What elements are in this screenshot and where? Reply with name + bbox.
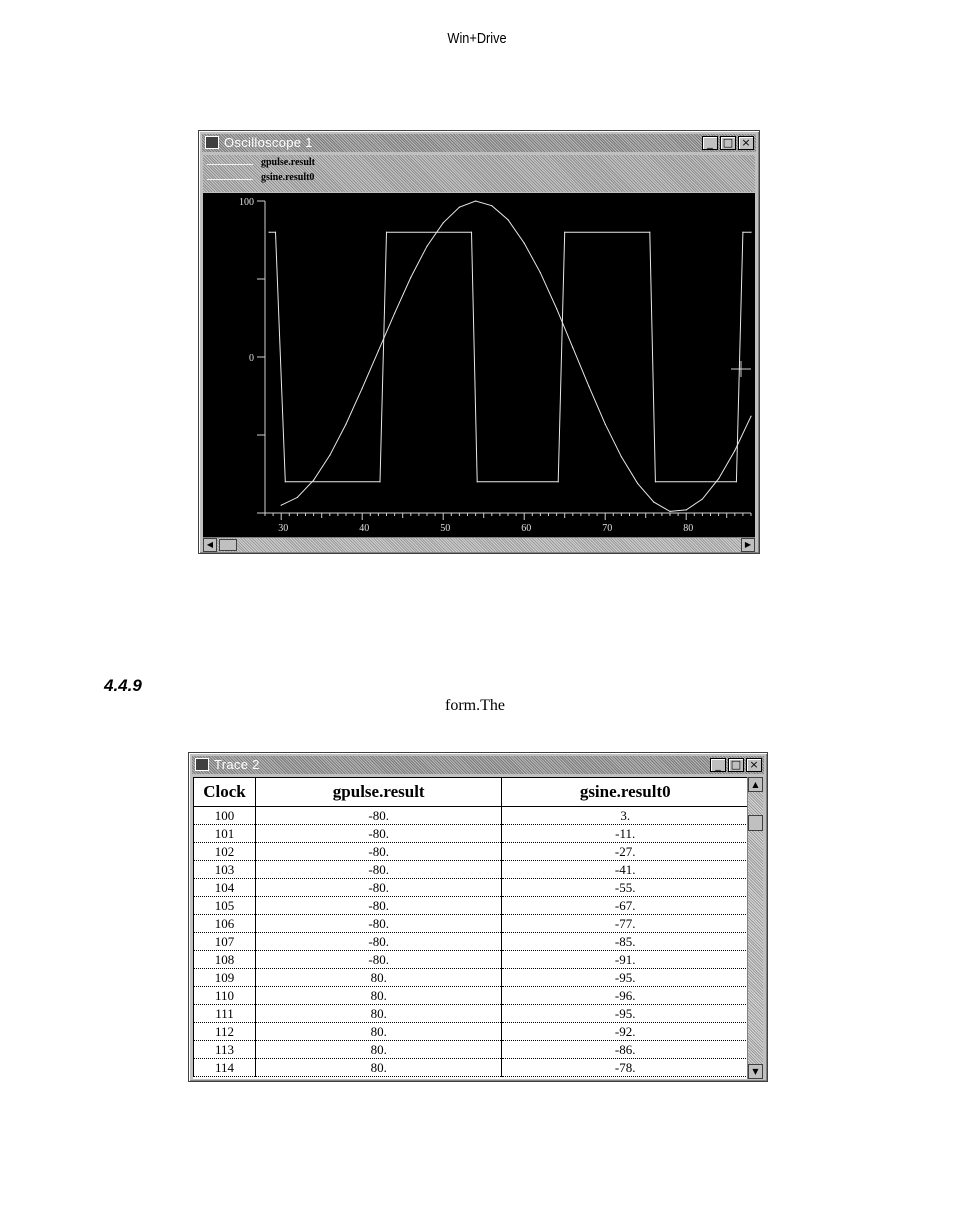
table-cell: -78. xyxy=(502,1059,749,1077)
data-point xyxy=(750,232,751,233)
data-point xyxy=(637,483,638,484)
data-point xyxy=(459,207,460,208)
legend-entry-gsine xyxy=(203,172,503,186)
oscilloscope-legend xyxy=(203,155,755,192)
table-cell: 103 xyxy=(194,861,256,879)
oscilloscope-horizontal-scrollbar[interactable] xyxy=(203,537,755,552)
table-cell: -11. xyxy=(502,825,749,843)
data-point xyxy=(491,205,492,206)
body-text: form.The xyxy=(445,697,505,714)
scrollbar-thumb[interactable] xyxy=(219,539,237,551)
data-point xyxy=(736,481,737,482)
data-point xyxy=(471,232,472,233)
y-tick-label: 100 xyxy=(239,197,254,208)
table-cell: -80. xyxy=(255,879,502,897)
close-button[interactable]: × xyxy=(746,758,762,772)
table-cell: 80. xyxy=(255,969,502,987)
table-cell: -27. xyxy=(502,843,749,861)
table-cell: -91. xyxy=(502,951,749,969)
data-point xyxy=(742,232,743,233)
table-row[interactable] xyxy=(194,951,749,969)
table-row[interactable] xyxy=(194,843,749,861)
trace-window[interactable] xyxy=(188,752,768,1082)
data-point xyxy=(394,313,395,314)
table-cell: -96. xyxy=(502,987,749,1005)
x-tick-label: 40 xyxy=(359,523,370,534)
trace-table-container xyxy=(193,777,749,1079)
section-number: 4.4.9 xyxy=(104,676,142,695)
table-cell: 113 xyxy=(194,1041,256,1059)
table-cell: -86. xyxy=(502,1041,749,1059)
data-point xyxy=(669,511,670,512)
data-point xyxy=(329,455,330,456)
data-point xyxy=(564,232,565,233)
data-point xyxy=(362,388,363,389)
data-point xyxy=(345,423,346,424)
data-point xyxy=(426,246,427,247)
table-cell: -77. xyxy=(502,915,749,933)
data-point xyxy=(524,243,525,244)
data-point xyxy=(653,501,654,502)
data-point xyxy=(588,386,589,387)
legend-swatch xyxy=(207,164,253,165)
table-row[interactable] xyxy=(194,1005,749,1023)
table-cell: 80. xyxy=(255,1041,502,1059)
table-cell: -80. xyxy=(255,843,502,861)
table-row[interactable] xyxy=(194,987,749,1005)
minimize-button[interactable]: _ xyxy=(710,758,726,772)
table-cell: 107 xyxy=(194,933,256,951)
table-cell: -80. xyxy=(255,807,502,825)
data-point xyxy=(268,232,269,233)
data-point xyxy=(386,232,387,233)
close-button[interactable]: × xyxy=(738,136,754,150)
table-cell: -55. xyxy=(502,879,749,897)
table-cell: -85. xyxy=(502,933,749,951)
table-row[interactable] xyxy=(194,915,749,933)
table-cell: 105 xyxy=(194,897,256,915)
table-row[interactable] xyxy=(194,807,749,825)
table-row[interactable] xyxy=(194,861,749,879)
table-cell: 112 xyxy=(194,1023,256,1041)
column-header[interactable]: Clock xyxy=(194,778,256,807)
legend-label: gpulse.result xyxy=(261,157,315,168)
scroll-up-button[interactable]: ▲ xyxy=(748,777,763,792)
data-point xyxy=(477,481,478,482)
data-point xyxy=(275,232,276,233)
scroll-left-button[interactable]: ◀ xyxy=(203,538,217,552)
table-cell: 80. xyxy=(255,1005,502,1023)
table-row[interactable] xyxy=(194,969,749,987)
data-point xyxy=(734,450,735,451)
table-cell: 111 xyxy=(194,1005,256,1023)
table-cell: -95. xyxy=(502,969,749,987)
table-row[interactable] xyxy=(194,897,749,915)
legend-entry-gpulse xyxy=(203,157,503,171)
scroll-right-button[interactable]: ▶ xyxy=(741,538,755,552)
data-point xyxy=(621,456,622,457)
data-point xyxy=(285,481,286,482)
data-point xyxy=(702,498,703,499)
table-cell: -80. xyxy=(255,915,502,933)
table-cell: -80. xyxy=(255,897,502,915)
data-point xyxy=(313,480,314,481)
table-cell: 104 xyxy=(194,879,256,897)
table-cell: 101 xyxy=(194,825,256,843)
table-row[interactable] xyxy=(194,825,749,843)
legend-label: gsine.result0 xyxy=(261,172,315,183)
data-point xyxy=(379,481,380,482)
scroll-down-button[interactable]: ▼ xyxy=(748,1064,763,1079)
table-cell: 110 xyxy=(194,987,256,1005)
page-header: Win+Drive xyxy=(447,30,507,47)
table-cell: 106 xyxy=(194,915,256,933)
maximize-button[interactable]: □ xyxy=(728,758,744,772)
table-row[interactable] xyxy=(194,1059,749,1077)
legend-swatch xyxy=(207,179,253,180)
y-tick-label: 0 xyxy=(249,353,254,364)
table-row[interactable] xyxy=(194,1023,749,1041)
data-point xyxy=(443,222,444,223)
oscilloscope-titlebar[interactable] xyxy=(202,134,756,152)
table-cell: -67. xyxy=(502,897,749,915)
table-row[interactable] xyxy=(194,933,749,951)
table-cell: 100 xyxy=(194,807,256,825)
table-cell: 80. xyxy=(255,987,502,1005)
trace-table xyxy=(193,777,749,1077)
data-point xyxy=(475,200,476,201)
oscilloscope-window[interactable] xyxy=(198,130,760,554)
plot-background xyxy=(203,193,755,537)
table-cell: -95. xyxy=(502,1005,749,1023)
table-cell: -80. xyxy=(255,951,502,969)
x-tick-label: 60 xyxy=(521,523,532,534)
column-header[interactable]: gpulse.result xyxy=(255,778,502,807)
maximize-button[interactable]: □ xyxy=(720,136,736,150)
table-cell: 102 xyxy=(194,843,256,861)
table-row[interactable] xyxy=(194,1041,749,1059)
data-point xyxy=(605,423,606,424)
data-point xyxy=(655,481,656,482)
trace-titlebar[interactable] xyxy=(192,756,764,774)
x-tick-label: 50 xyxy=(440,523,451,534)
x-tick-label: 70 xyxy=(602,523,613,534)
scrollbar-thumb[interactable] xyxy=(748,815,763,831)
table-cell: -80. xyxy=(255,825,502,843)
window-menu-icon[interactable] xyxy=(195,758,209,771)
x-tick-label: 30 xyxy=(278,523,289,534)
table-cell: 109 xyxy=(194,969,256,987)
data-point xyxy=(507,219,508,220)
data-point xyxy=(750,416,751,417)
data-point xyxy=(410,277,411,278)
oscilloscope-title: Oscilloscope 1 xyxy=(224,135,313,150)
table-cell: -80. xyxy=(255,933,502,951)
column-header[interactable]: gsine.result0 xyxy=(502,778,749,807)
table-cell: 114 xyxy=(194,1059,256,1077)
table-cell: 108 xyxy=(194,951,256,969)
table-header-row xyxy=(194,778,749,807)
table-cell: -80. xyxy=(255,861,502,879)
window-menu-icon[interactable] xyxy=(205,136,219,149)
table-cell: 80. xyxy=(255,1023,502,1041)
x-tick-label: 80 xyxy=(683,523,694,534)
data-point xyxy=(556,308,557,309)
table-cell: 80. xyxy=(255,1059,502,1077)
table-cell: -92. xyxy=(502,1023,749,1041)
data-point xyxy=(572,347,573,348)
oscilloscope-plot[interactable] xyxy=(203,193,755,537)
data-point xyxy=(558,481,559,482)
data-point xyxy=(281,505,282,506)
table-row[interactable] xyxy=(194,879,749,897)
data-point xyxy=(718,478,719,479)
data-point xyxy=(540,272,541,273)
minimize-button[interactable]: _ xyxy=(702,136,718,150)
data-point xyxy=(378,350,379,351)
trace-title: Trace 2 xyxy=(214,757,260,772)
data-point xyxy=(297,497,298,498)
trace-vertical-scrollbar[interactable] xyxy=(747,777,763,1079)
table-cell: -41. xyxy=(502,861,749,879)
data-point xyxy=(686,509,687,510)
table-cell: 3. xyxy=(502,807,749,825)
data-point xyxy=(649,232,650,233)
